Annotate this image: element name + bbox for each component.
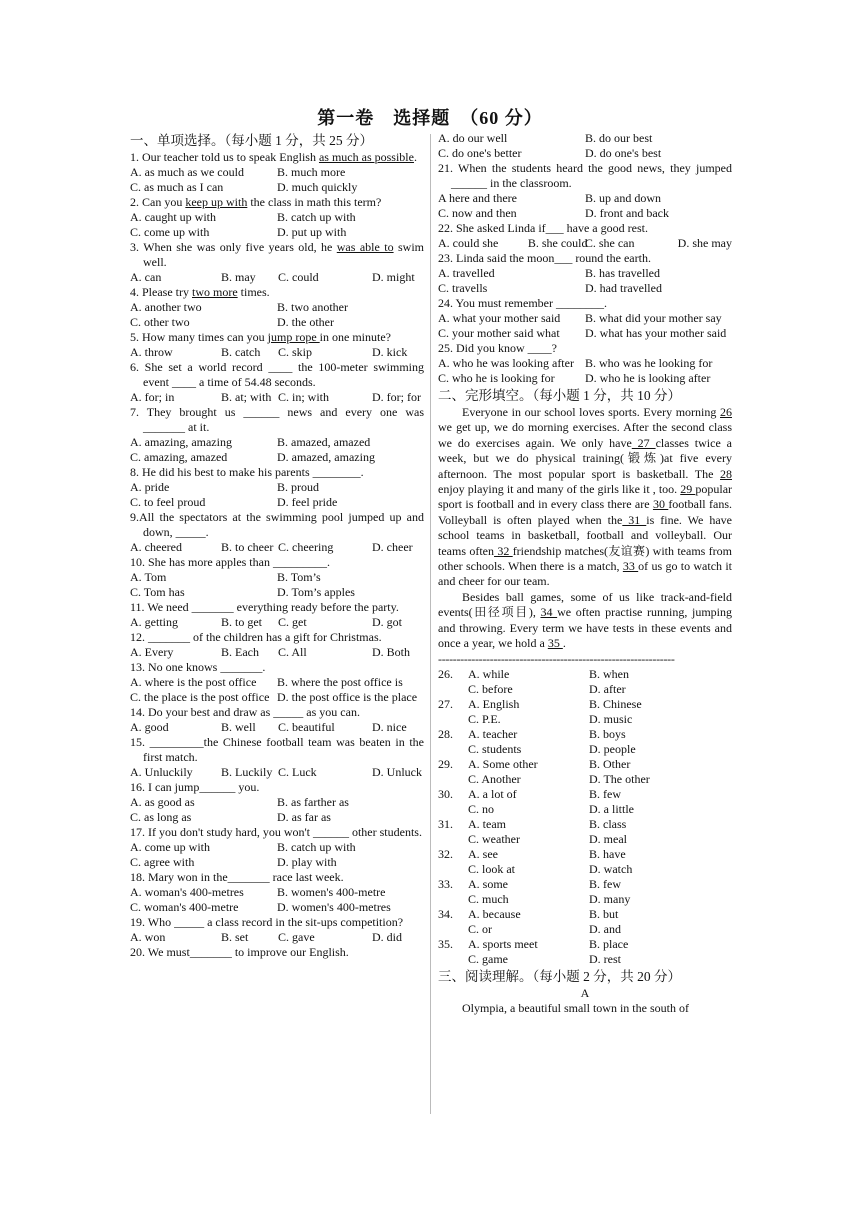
option: B. may (221, 270, 256, 284)
option: D. meal (589, 831, 627, 846)
option: C. or (468, 921, 492, 936)
option: A. won (130, 930, 166, 944)
option: A. getting (130, 615, 178, 629)
option-row (438, 206, 732, 221)
blank-number: 33 (622, 559, 639, 574)
option: A. while (468, 666, 510, 681)
cloze-item-row (438, 772, 732, 787)
option: D. play with (277, 855, 337, 869)
option: A. English (468, 696, 520, 711)
cloze-item-row (438, 682, 732, 697)
option: C. cheering (278, 540, 334, 554)
reading-passage-line: Olympia, a beautiful small town in the south of (462, 1000, 689, 1015)
option-row (438, 236, 732, 251)
cloze-item-row (438, 892, 732, 907)
option-row (130, 390, 424, 405)
option-row (438, 356, 732, 371)
option: C. get (278, 615, 307, 629)
blank-number: 34 (540, 605, 558, 620)
option: B. Tom’s (277, 570, 321, 584)
option: D. might (372, 270, 415, 284)
item-number: 27. (438, 696, 453, 711)
option: D. as far as (277, 810, 331, 824)
option-row (130, 885, 424, 900)
option: C. agree with (130, 855, 195, 869)
option: B. much more (277, 165, 346, 179)
cloze-item-row (438, 727, 732, 742)
option: D. much quickly (277, 180, 358, 194)
cloze-passage-2: Besides ball games, some of us like track-and-field events(田径项目), 34 we often practise running, jumping and throwing. Every term we have tests in these events and once a year, we hold a 35 . (438, 589, 732, 651)
option: A. can (130, 270, 162, 284)
option: D. and (589, 921, 621, 936)
question-stem: 21. When the students heard the good news, they jumped ______ in the classroom. (438, 161, 732, 190)
option: B. class (589, 816, 627, 831)
option-row (130, 645, 424, 660)
option: C. travells (438, 281, 488, 295)
option: B. Each (221, 645, 259, 659)
cloze-item-row (438, 667, 732, 682)
blank-number: 28 (720, 466, 732, 481)
option: A. Unluckily (130, 765, 193, 779)
section1-heading: 一、单项选择。（每小题 1 分，共 25 分） (130, 133, 373, 148)
option: B. as farther as (277, 795, 349, 809)
option: D. watch (589, 861, 633, 876)
option: B. boys (589, 726, 626, 741)
option: C. the place is the post office (130, 690, 270, 704)
option: C. woman's 400-metre (130, 900, 239, 914)
option: A. throw (130, 345, 173, 359)
section3-heading: 三、阅读理解。（每小题 2 分，共 20 分） (438, 968, 681, 984)
option: B. what did your mother say (585, 311, 722, 325)
underlined-phrase: two more (192, 285, 238, 299)
cloze-item-row (438, 907, 732, 922)
option: A here and there (438, 191, 517, 205)
option: B. set (221, 930, 249, 944)
option: D. kick (372, 345, 408, 359)
item-number: 26. (438, 666, 453, 681)
option: D. Tom’s apples (277, 585, 355, 599)
option: C. All (278, 645, 307, 659)
option-row (130, 570, 424, 585)
item-number: 28. (438, 726, 453, 741)
page-title: 第一卷 选择题 （60 分） (317, 108, 543, 128)
option: C. game (468, 951, 508, 966)
option: D. amazed, amazing (277, 450, 375, 464)
option-row (438, 191, 732, 206)
option: D. she may (677, 236, 732, 250)
option: C. to feel proud (130, 495, 206, 509)
option-row (438, 281, 732, 296)
left-column (130, 131, 424, 960)
option: A. Tom (130, 570, 167, 584)
option: D. people (589, 741, 636, 756)
option: C. amazing, amazed (130, 450, 228, 464)
option: C. look at (468, 861, 515, 876)
option: B. to get (221, 615, 262, 629)
question-stem: 11. We need _______ everything ready before the party. (130, 600, 399, 614)
option-row (438, 266, 732, 281)
option: B. up and down (585, 191, 661, 205)
section2-heading: 二、完形填空。（每小题 1 分，共 10 分） (438, 388, 681, 403)
option: C. much (468, 891, 509, 906)
item-number-spacer (438, 862, 468, 877)
option: A. come up with (130, 840, 210, 854)
option: B. she could (527, 236, 588, 250)
option-row (130, 480, 424, 495)
option: B. have (589, 846, 626, 861)
option-row (130, 435, 424, 450)
option-row (438, 311, 732, 326)
item-number: 34. (438, 906, 453, 921)
option: C. gave (278, 930, 315, 944)
option: A. Every (130, 645, 174, 659)
option: B. to cheer (221, 540, 274, 554)
option: D. do one's best (585, 146, 662, 160)
option: A. could she (438, 236, 499, 250)
item-number-spacer (438, 802, 468, 817)
option: A. another two (130, 300, 202, 314)
option-row (130, 900, 424, 915)
option: B. catch up with (277, 210, 356, 224)
option-row (130, 855, 424, 870)
option: C. beautiful (278, 720, 335, 734)
option: D. put up with (277, 225, 347, 239)
passage-label: A (580, 985, 590, 1000)
option: C. could (278, 270, 319, 284)
option-row (130, 765, 424, 780)
option: C. other two (130, 315, 190, 329)
item-number-spacer (438, 742, 468, 757)
option: D. nice (372, 720, 407, 734)
question-stem: 4. Please try two more times. (130, 285, 270, 299)
option: D. a little (589, 801, 634, 816)
option-row (130, 540, 424, 555)
question-stem: 10. She has more apples than _________. (130, 555, 330, 569)
option: B. Other (589, 756, 631, 771)
item-number-spacer (438, 772, 468, 787)
option: B. few (589, 876, 621, 891)
cloze-item-row (438, 817, 732, 832)
option: B. do our best (585, 131, 653, 145)
option: D. Both (372, 645, 411, 659)
question-stem: 19. Who _____ a class record in the sit-ups competition? (130, 915, 404, 929)
item-number-spacer (438, 922, 468, 937)
option: A. see (468, 846, 498, 861)
option: A. do our well (438, 131, 508, 145)
option: A. sports meet (468, 936, 538, 951)
column-divider (430, 134, 431, 1114)
blank-number: 32 (494, 543, 513, 558)
question-stem: 9.All the spectators at the swimming pool jumped up and down, _____. (130, 510, 424, 539)
option-row (438, 146, 732, 161)
option-row (130, 315, 424, 330)
option: D. music (589, 711, 633, 726)
question-stem: 2. Can you keep up with the class in math this term? (130, 195, 382, 209)
option: C. as long as (130, 810, 192, 824)
question-stem: 3. When she was only five years old, he was able to swim well. (130, 240, 424, 269)
option: C. skip (278, 345, 313, 359)
question-stem: 14. Do your best and draw as _____ as you can. (130, 705, 360, 719)
option: C. who he is looking for (438, 371, 555, 385)
option: A. as much as we could (130, 165, 244, 179)
option: B. where the post office is (277, 675, 403, 689)
question-stem: 15. _________the Chinese football team was beaten in the first match. (130, 735, 424, 764)
option: D. The other (589, 771, 650, 786)
question-stem: 18. Mary won in the_______ race last week. (130, 870, 344, 884)
option: A. where is the post office (130, 675, 257, 689)
option: C. come up with (130, 225, 210, 239)
option-row (130, 615, 424, 630)
option: C. P.E. (468, 711, 501, 726)
option: B. when (589, 666, 629, 681)
question-stem: 17. If you don't study hard, you won't ______ other students. (130, 825, 422, 839)
right-column (438, 131, 732, 1016)
option: C. as much as I can (130, 180, 224, 194)
option: A. because (468, 906, 521, 921)
underlined-phrase: keep up with (185, 195, 248, 209)
option: D. front and back (585, 206, 669, 220)
item-number-spacer (438, 832, 468, 847)
option: D. women's 400-metres (277, 900, 391, 914)
option: A. what your mother said (438, 311, 561, 325)
option: A. good (130, 720, 169, 734)
blank-number: 27 (631, 435, 656, 450)
option: D. the post office is the place (277, 690, 418, 704)
option: B. catch up with (277, 840, 356, 854)
option: D. what has your mother said (585, 326, 727, 340)
option: C. in; with (278, 390, 330, 404)
cloze-item-row (438, 937, 732, 952)
item-number-spacer (438, 952, 468, 967)
question-stem: 16. I can jump______ you. (130, 780, 260, 794)
blank-number: 31 (622, 512, 647, 527)
option: B. Chinese (589, 696, 642, 711)
option-row (438, 326, 732, 341)
option-row (438, 131, 732, 146)
question-stem: 23. Linda said the moon___ round the earth. (438, 251, 651, 265)
option: B. who was he looking for (585, 356, 713, 370)
option: B. two another (277, 300, 348, 314)
option: A. teacher (468, 726, 518, 741)
option: D. cheer (372, 540, 413, 554)
option-row (130, 225, 424, 240)
option: B. proud (277, 480, 319, 494)
cloze-item-row (438, 712, 732, 727)
blank-number: 35 (547, 636, 563, 651)
question-stem: 8. He did his best to make his parents ________. (130, 465, 364, 479)
option: B. but (589, 906, 619, 921)
option: D. did (372, 930, 402, 944)
item-number: 35. (438, 936, 453, 951)
option: B. place (589, 936, 629, 951)
cloze-item-row (438, 877, 732, 892)
question-stem: 22. She asked Linda if___ have a good rest. (438, 221, 648, 235)
cloze-item-row (438, 742, 732, 757)
option-row (130, 810, 424, 825)
option-row (130, 495, 424, 510)
question-stem: 12. _______ of the children has a gift for Christmas. (130, 630, 382, 644)
option: C. do one's better (438, 146, 522, 160)
cloze-item-row (438, 787, 732, 802)
option: A. a lot of (468, 786, 517, 801)
item-number-spacer (438, 682, 468, 697)
blank-number: 30 (652, 497, 669, 512)
cloze-item-row (438, 802, 732, 817)
option-row (130, 450, 424, 465)
option: A. who he was looking after (438, 356, 574, 370)
question-stem: 24. You must remember ________. (438, 296, 607, 310)
option: A. amazing, amazing (130, 435, 232, 449)
option: A. as good as (130, 795, 195, 809)
option: B. at; with (221, 390, 272, 404)
option: C. she can (584, 236, 635, 250)
option: C. now and then (438, 206, 517, 220)
cloze-item-row (438, 922, 732, 937)
dashed-divider: ---------------------------------------------------------------- (438, 651, 675, 666)
question-stem: 5. How many times can you jump rope in one minute? (130, 330, 391, 344)
cloze-item-row (438, 952, 732, 967)
cloze-item-row (438, 862, 732, 877)
option: A. team (468, 816, 506, 831)
option: D. for; for (372, 390, 421, 404)
option: D. after (589, 681, 626, 696)
question-stem: 20. We must_______ to improve our English. (130, 945, 349, 959)
option: C. before (468, 681, 513, 696)
option: B. has travelled (585, 266, 660, 280)
option: B. well (221, 720, 256, 734)
option-row (130, 165, 424, 180)
option: A. pride (130, 480, 170, 494)
cloze-item-row (438, 832, 732, 847)
option: D. rest (589, 951, 621, 966)
option: D. got (372, 615, 402, 629)
option: A. for; in (130, 390, 175, 404)
item-number: 31. (438, 816, 453, 831)
question-stem: 13. No one knows _______. (130, 660, 266, 674)
item-number: 30. (438, 786, 453, 801)
option-row (130, 345, 424, 360)
option: A. some (468, 876, 508, 891)
option: A. woman's 400-metres (130, 885, 244, 899)
option-row (130, 180, 424, 195)
option: B. catch (221, 345, 261, 359)
option: C. Luck (278, 765, 317, 779)
question-stem: 25. Did you know ____? (438, 341, 557, 355)
option-row (130, 675, 424, 690)
option: A. Some other (468, 756, 538, 771)
option: A. travelled (438, 266, 495, 280)
option: C. your mother said what (438, 326, 560, 340)
option-row (130, 795, 424, 810)
option: C. Tom has (130, 585, 185, 599)
item-number-spacer (438, 712, 468, 727)
option: D. feel pride (277, 495, 338, 509)
item-number-spacer (438, 892, 468, 907)
option: A. cheered (130, 540, 182, 554)
option: B. women's 400-metre (277, 885, 386, 899)
option: C. weather (468, 831, 520, 846)
cloze-passage: Everyone in our school loves sports. Every morning 26 we get up, we do morning exercises. After the second class we do exercises again. We only have 27 classes twice a week, but we do physical training(锻炼)at five every afternoon. The most popular sport is basketball. The 28 enjoy playing it and many of the girls like it , too. 29 popular sport is football and in every class there are 30 football fans. Volleyball is often played when the 31 is fine. We have school teams in basketball, football and volleyball. Our teams often 32 friendship matches(友谊赛) with teams from other schools. When there is a match, 33 of us go to watch it and cheer for our team. (438, 405, 733, 589)
item-number: 29. (438, 756, 453, 771)
blank-number: 29 (680, 482, 696, 497)
option: D. many (589, 891, 631, 906)
underlined-phrase: jump rope (267, 330, 320, 344)
option: D. the other (277, 315, 334, 329)
blank-number: 26 (720, 405, 732, 419)
underlined-phrase: was able to (336, 240, 394, 254)
cloze-item-row (438, 697, 732, 712)
cloze-item-row (438, 847, 732, 862)
option-row (130, 210, 424, 225)
option: B. few (589, 786, 621, 801)
underlined-phrase: as much as possible (318, 150, 414, 164)
option: D. Unluck (372, 765, 422, 779)
option-row (130, 690, 424, 705)
option: C. no (468, 801, 495, 816)
option-row (130, 930, 424, 945)
question-stem: 6. She set a world record ____ the 100-meter swimming event ____ a time of 54.48 seconds. (130, 360, 424, 389)
option: A. caught up with (130, 210, 216, 224)
option: D. had travelled (585, 281, 662, 295)
option-row (438, 371, 732, 386)
item-number: 32. (438, 846, 453, 861)
option-row (130, 585, 424, 600)
item-number: 33. (438, 876, 453, 891)
option: D. who he is looking after (585, 371, 711, 385)
cloze-item-row (438, 757, 732, 772)
option-row (130, 720, 424, 735)
option: B. Luckily (221, 765, 273, 779)
option: C. students (468, 741, 522, 756)
option-row (130, 270, 424, 285)
question-stem: 7. They brought us ______ news and every one was _______ at it. (130, 405, 424, 434)
option: C. Another (468, 771, 521, 786)
option-row (130, 840, 424, 855)
option: B. amazed, amazed (277, 435, 371, 449)
option-row (130, 300, 424, 315)
question-stem: 1. Our teacher told us to speak English as much as possible. (130, 150, 417, 164)
